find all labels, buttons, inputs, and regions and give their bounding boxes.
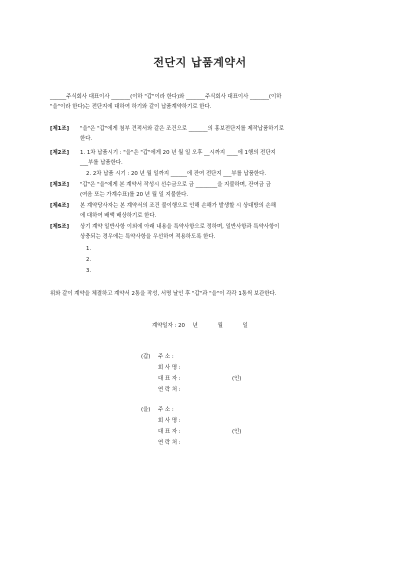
contract-date-label: 계약일자 : 20	[152, 323, 185, 329]
special-item: 1.	[86, 246, 92, 252]
party-b-contact-label: 연 락 처 :	[158, 440, 181, 446]
intro-line: "을"이라 한다)는 전단지에 대하여 하기와 같이 납품계약하기로 한다.	[50, 104, 212, 110]
party-a-prefix: (갑)	[141, 354, 151, 360]
document-title: 전단지 납품계약서	[153, 56, 247, 69]
article-line: 1. 1차 납품시기 : "을"은 "갑"에게 20 년 월 일 오후 __시까지 ____에 1행의 전단지	[80, 150, 276, 156]
article-label: [제3조]	[50, 182, 70, 188]
contract-date-year: 년	[192, 323, 198, 329]
article-label: [제4조]	[50, 203, 70, 209]
party-b-address-label: 주 소 :	[158, 407, 174, 413]
article-line: 상기 계약 일반사항 이외에 아래 내용을 특약사항으로 정하며, 일반사항과 특약사항이	[80, 224, 280, 230]
party-a-address-label: 주 소 :	[158, 354, 174, 360]
party-b-block	[141, 405, 241, 449]
party-a-rep-label: 대 표 자 :	[158, 376, 181, 382]
party-a-block	[141, 352, 241, 396]
party-a-company-label: 회 사 명 :	[158, 365, 181, 371]
party-b-rep-label: 대 표 자 :	[158, 429, 181, 435]
special-item: 2.	[86, 257, 92, 263]
party-a-contact-label: 연 락 처 :	[158, 387, 181, 393]
intro-paragraph	[50, 92, 356, 112]
article-1	[50, 124, 356, 145]
article-4	[50, 201, 356, 222]
article-line: 상충되는 경우에는 특약사항을 우선하여 적용하도록 한다.	[80, 234, 216, 241]
article-label: [제5조]	[50, 224, 70, 230]
contract-date-day: 일	[242, 323, 248, 329]
party-b-company-label: 회 사 명 :	[158, 418, 181, 424]
article-2-item-2	[86, 169, 266, 179]
article-2	[50, 148, 356, 169]
article-line: ___부를 납품한다.	[80, 160, 123, 167]
special-item: 3.	[86, 268, 92, 274]
party-b-seal: (인)	[232, 429, 242, 435]
closing-statement: 위와 같이 계약을 체결하고 계약서 2통을 작성, 서명 날인 후 "갑"과 "을"이 각각 1통씩 보관한다.	[50, 291, 277, 297]
contract-date	[152, 321, 248, 329]
article-line: "을"은 "갑"에게 첨부 견적서와 같은 조건으로 _______의 홍보전단지를 제작납품하기로	[80, 126, 284, 132]
article-label: [제1조]	[50, 126, 70, 132]
article-line: "갑"은 "을"에게 본 계약서 작성시 선수금으로 금 ________을 지불하며, 잔여금 금	[80, 182, 271, 188]
article-line: (여음 또는 가계수표)를 20 년 월 일 지불한다.	[80, 192, 189, 199]
article-line: 한다.	[80, 136, 93, 143]
intro-line: ______주식회사 대표이사 _______(이하 "갑"이라 한다)와 _______주식회사 대표이사 _______(이하	[50, 94, 282, 100]
article-3	[50, 180, 356, 201]
party-a-seal: (인)	[232, 376, 242, 382]
party-b-prefix: (을)	[141, 407, 151, 413]
article-line: 본 계약당사자는 본 계약서의 조건 불이행으로 인해 손해가 발생할 시 상대방의 손해	[80, 203, 276, 209]
article-label: [제2조]	[50, 150, 70, 156]
contract-date-month: 월	[217, 323, 223, 329]
article-line: 2. 2차 납품 시기 : 20 년 월 일까지 ______에 잔여 전단지 ___부를 납품한다.	[86, 171, 267, 177]
article-5	[50, 222, 356, 243]
article-line: 에 대하여 배액 배상하기로 한다.	[80, 213, 157, 220]
